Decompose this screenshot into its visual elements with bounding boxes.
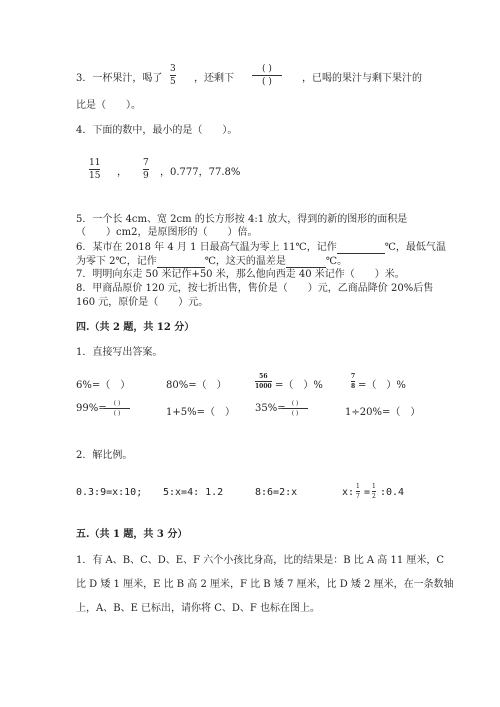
sec4-eq-3: 8:6=2:x bbox=[255, 487, 298, 498]
q6-line-2a: 为零下 2℃，记作 bbox=[76, 256, 157, 267]
sec4-r2c1-fraction[interactable] bbox=[104, 400, 130, 417]
q6-line-1b: ℃，最低气温 bbox=[384, 242, 446, 253]
sec4-r2c2: 1+5%=（ ） bbox=[166, 407, 235, 418]
sec4-eq-4a: x: bbox=[342, 487, 355, 498]
sec4-r1c3-fraction bbox=[255, 373, 272, 390]
sec4-eq-1: 0.3:9=x:10; bbox=[76, 487, 143, 498]
q4-f2-den: 9 bbox=[143, 171, 149, 181]
sec4-part-2-prompt: 2．解比例。 bbox=[76, 450, 133, 461]
sec4-eq-4-fraction-1 bbox=[356, 483, 360, 500]
q5-line-1: 5．一个长 4cm、宽 2cm 的长方形按 4:1 放大，得到的新的图形的面积是 bbox=[76, 214, 408, 225]
sec4-eq-4-f1-den: 7 bbox=[356, 493, 360, 500]
sec4-eq-4b: = bbox=[364, 487, 371, 498]
sec4-r2c3-fraction[interactable] bbox=[282, 400, 308, 417]
sec4-r2c3-num: ( ) bbox=[291, 400, 299, 407]
q3-line-2: 比是（ ）。 bbox=[76, 100, 141, 111]
q7-text: 7．明明向东走 50 米记作+50 米，那么他向西走 40 米记作（ ）米。 bbox=[76, 269, 405, 280]
section-5-title: 五.（共 1 题，共 3 分） bbox=[76, 529, 188, 540]
sec4-eq-4-f2-den: 2 bbox=[372, 493, 376, 500]
sec4-part-1-prompt: 1．直接写出答案。 bbox=[76, 347, 163, 358]
q8-line-2: 160 元，原价是（ ）元。 bbox=[76, 297, 209, 308]
q4-separator: ， bbox=[117, 167, 127, 178]
sec4-r2c1-num: ( ) bbox=[113, 400, 121, 407]
sec4-r2c4: 1÷20%=（ ） bbox=[345, 407, 421, 418]
q3-frac-num: 3 bbox=[170, 64, 176, 74]
q4-fraction-2 bbox=[143, 158, 149, 181]
sec4-r2c3-den: ( ) bbox=[291, 410, 299, 417]
sec4-eq-4-fraction-2 bbox=[372, 483, 376, 500]
q4-f1-num: 11 bbox=[89, 158, 101, 168]
sec4-eq-4c: :0.4 bbox=[380, 487, 405, 498]
sec4-r2c1-den: ( ) bbox=[113, 410, 121, 417]
q6-line-1a: 6．某市在 2018 年 4 月 1 日最高气温为零上 11℃，记作 bbox=[76, 242, 337, 253]
q3-text-3: ，已喝的果汁与剩下果汁的 bbox=[302, 73, 422, 84]
sec4-r1c3-den: 1000 bbox=[255, 383, 272, 390]
sec4-eq-4-f1-num: 1 bbox=[356, 483, 360, 490]
q5-line-2: （ ）cm2，是原图形的（ ）倍。 bbox=[76, 227, 258, 238]
q4-text: 4．下面的数中，最小的是（ ）。 bbox=[76, 125, 238, 136]
q4-fraction-1 bbox=[89, 158, 100, 181]
sec4-r1c2: 80%=（ ） bbox=[166, 380, 227, 391]
sec5-line-3: 上，A、B、E 已标出，请你将 C、D、F 也标在图上。 bbox=[76, 603, 321, 614]
q6-line-2b: ℃，这天的温差是 bbox=[204, 256, 286, 267]
sec4-r2c1-a: 99%= bbox=[76, 403, 107, 414]
sec4-r1c4-den: 8 bbox=[351, 383, 356, 390]
q4-f1-den: 15 bbox=[89, 171, 101, 181]
q3-answer-fraction[interactable] bbox=[252, 64, 282, 87]
sec4-eq-2: 5:x=4: 1.2 bbox=[163, 487, 224, 498]
q4-rest: ，0.777，77.8% bbox=[160, 167, 241, 178]
q8-line-1: 8．甲商品原价 120 元，按七折出售，售价是（ ）元，乙商品降价 20%后售 bbox=[76, 283, 434, 294]
q3-frac-den: 5 bbox=[170, 77, 176, 87]
sec5-line-2: 比 D 矮 1 厘米，E 比 B 高 2 厘米，F 比 B 矮 7 厘米，比 D 矮 2 厘米，在一条数轴 bbox=[76, 579, 454, 590]
sec4-r1c3-num: 56 bbox=[259, 373, 268, 380]
sec4-r1c3-tail: =（ ）% bbox=[275, 380, 323, 391]
q6-line-2c: ℃。 bbox=[325, 256, 348, 267]
q4-f2-num: 7 bbox=[143, 158, 149, 168]
q3-blank-num: ( ) bbox=[262, 64, 272, 74]
sec4-r1c4-fraction bbox=[351, 373, 355, 390]
section-4-title: 四.（共 2 题，共 12 分） bbox=[76, 322, 195, 333]
q3-blank-den: ( ) bbox=[262, 77, 272, 87]
sec4-r1c4-num: 7 bbox=[351, 373, 356, 380]
sec5-line-1: 1．有 A、B、C、D、E、F 六个小孩比身高，比的结果是：B 比 A 高 11 厘米，C bbox=[76, 555, 445, 566]
q3-text-1: 3．一杯果汁，喝了 bbox=[76, 73, 163, 84]
sec4-eq-4-f2-num: 1 bbox=[372, 483, 376, 490]
sec4-r2c3-a: 35%= bbox=[255, 403, 286, 414]
sec4-r1c4-tail: =（ ）% bbox=[358, 380, 406, 391]
q3-fraction bbox=[170, 64, 176, 87]
sec4-r1c1: 6%=（ ） bbox=[76, 380, 131, 391]
q3-text-2: ，还剩下 bbox=[194, 73, 234, 84]
